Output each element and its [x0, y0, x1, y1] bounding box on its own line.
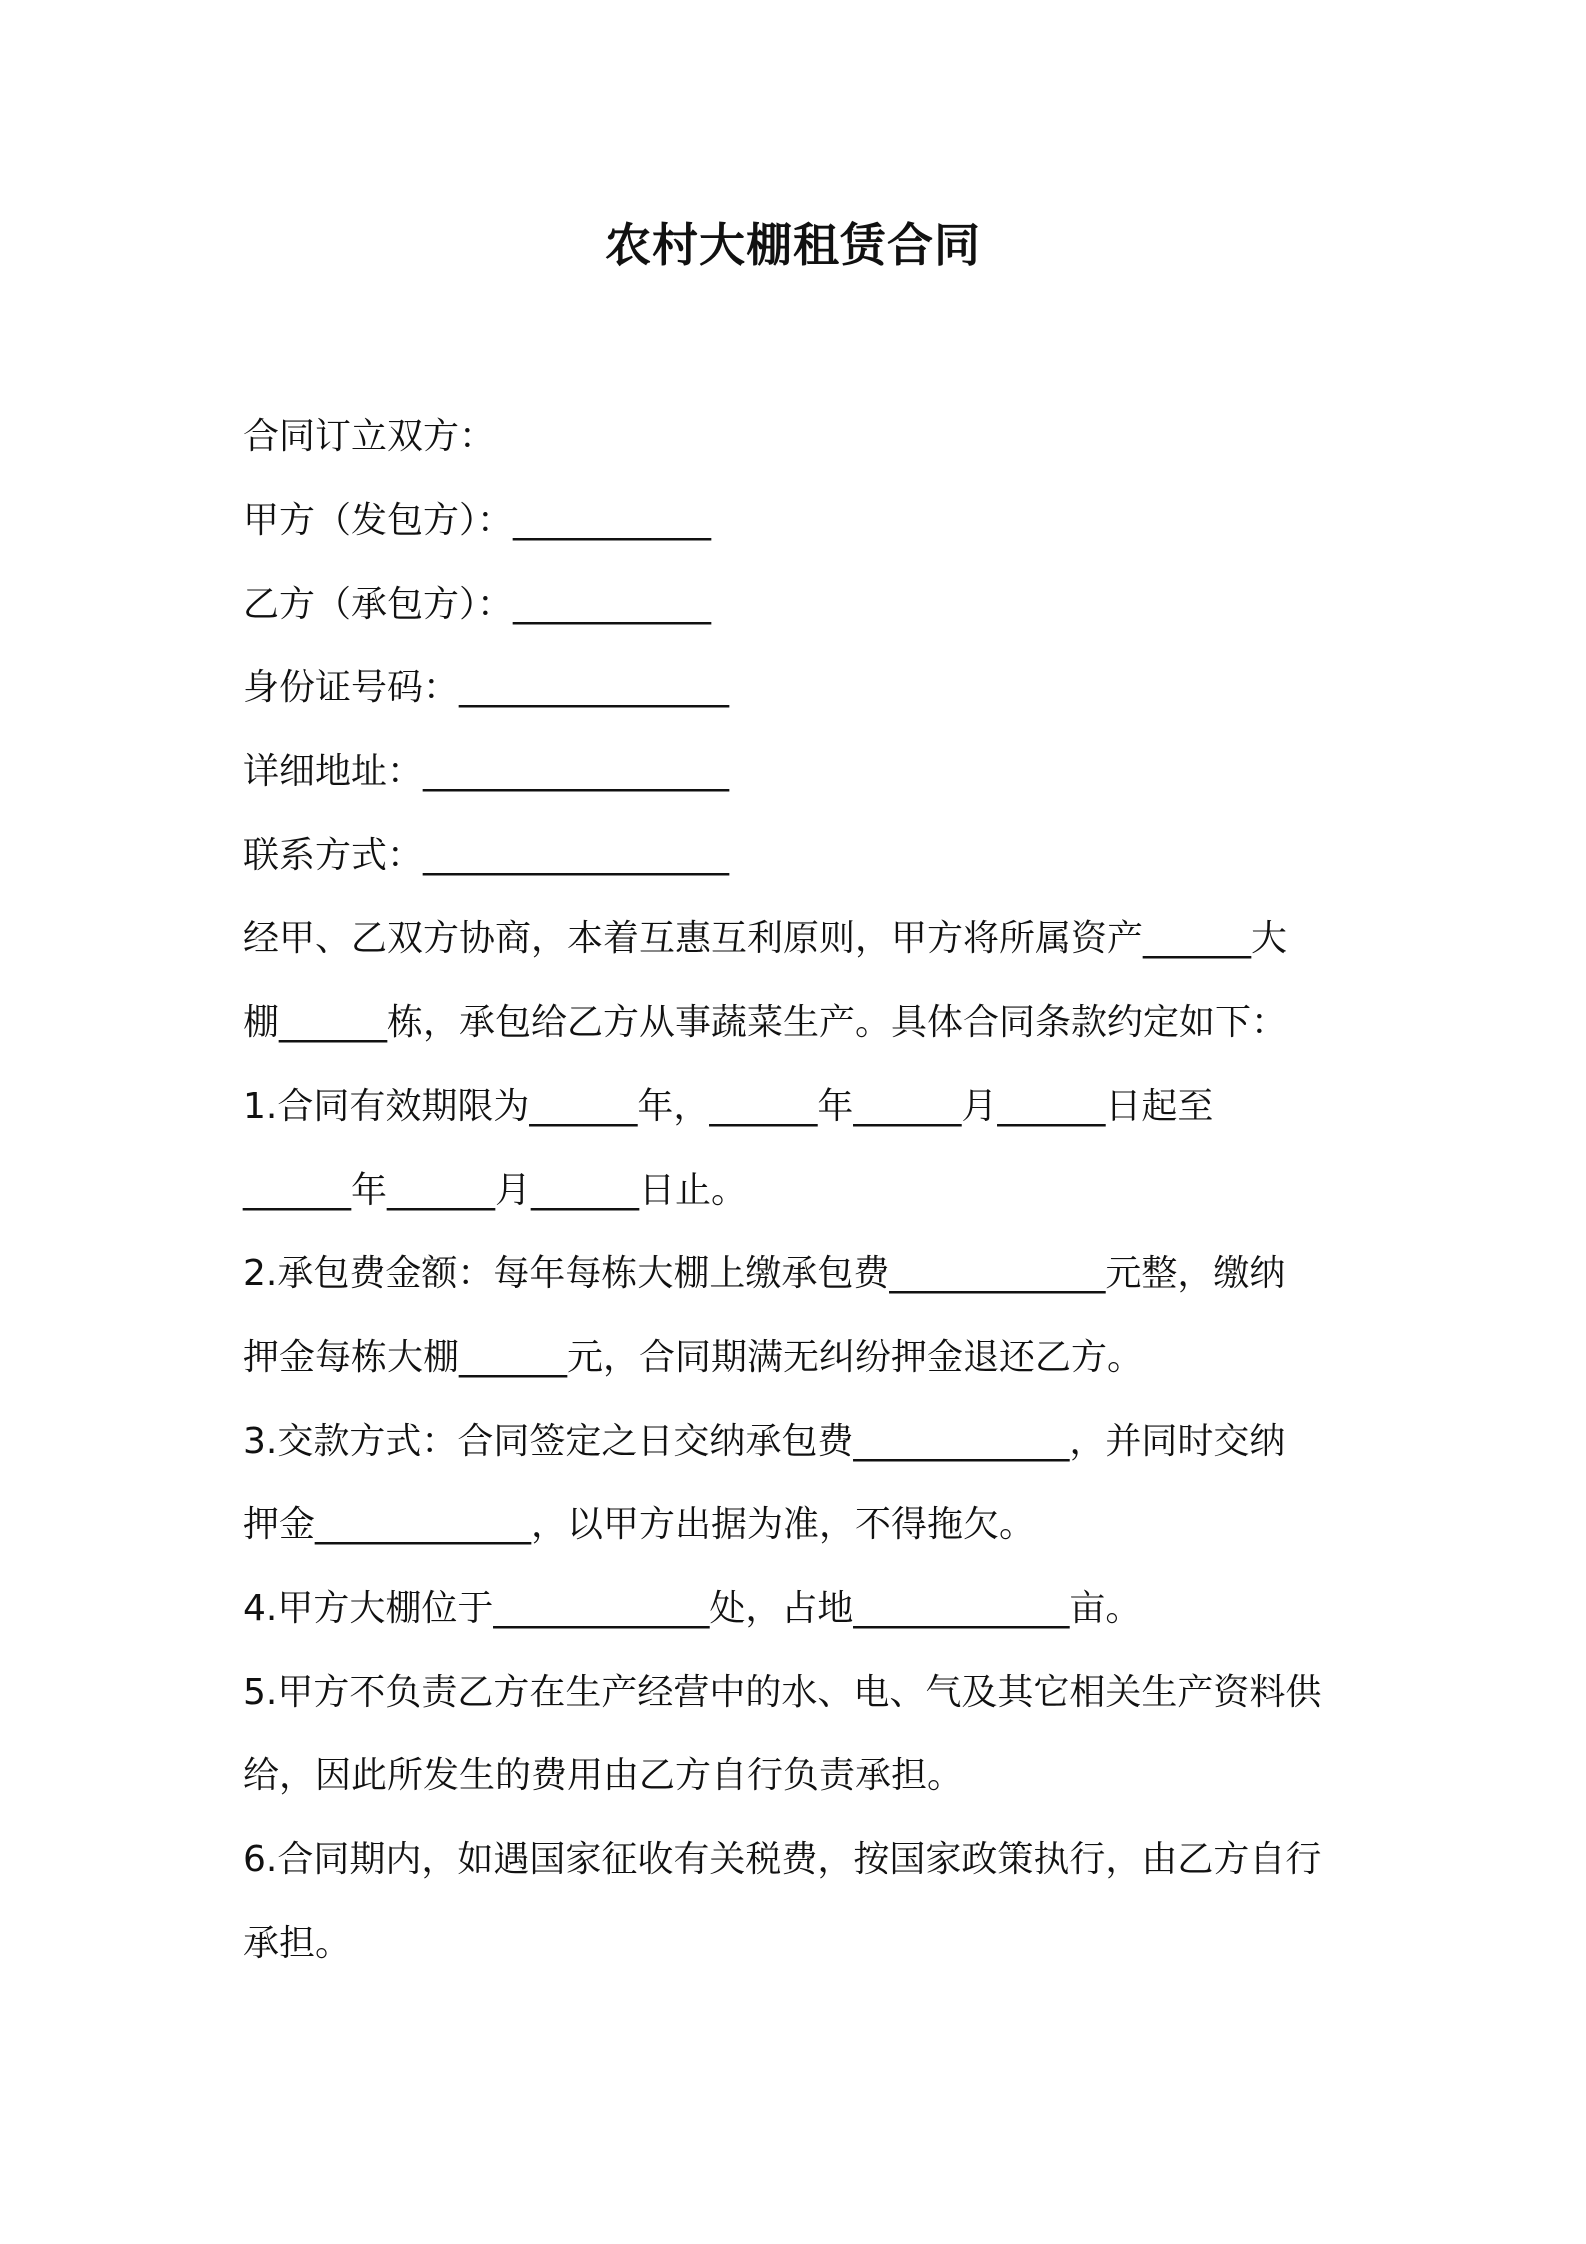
clause-6-line-1: 6.合同期内，如遇国家征收有关税费，按国家政策执行，由乙方自行	[243, 1839, 1322, 1880]
preamble-line-1: 经甲、乙双方协商，本着互惠互利原则，甲方将所属资产______大	[243, 918, 1288, 959]
parties-heading: 合同订立双方：	[243, 416, 496, 457]
clause-4-line-1: 4.甲方大棚位于____________处，占地____________亩。	[243, 1588, 1142, 1629]
clause-1-line-1: 1.合同有效期限为______年，______年______月______日起至	[243, 1086, 1214, 1127]
clause-6-line-2: 承担。	[243, 1923, 352, 1964]
preamble-line-2: 棚______栋，承包给乙方从事蔬菜生产。具体合同条款约定如下：	[243, 1002, 1288, 1043]
id-number-field: 身份证号码：_______________	[243, 667, 730, 708]
party-a-field: 甲方（发包方）：___________	[243, 500, 712, 541]
clause-5-line-1: 5.甲方不负责乙方在生产经营中的水、电、气及其它相关生产资料供	[243, 1672, 1322, 1713]
clause-3-line-1: 3.交款方式：合同签定之日交纳承包费____________，并同时交纳	[243, 1421, 1286, 1462]
clause-3-line-2: 押金____________，以甲方出据为准，不得拖欠。	[243, 1504, 1036, 1545]
contact-field: 联系方式：_________________	[243, 835, 730, 876]
clause-1-line-2: ______年______月______日止。	[243, 1170, 748, 1211]
party-b-field: 乙方（承包方）：___________	[243, 584, 712, 625]
clause-2-line-2: 押金每栋大棚______元，合同期满无纠纷押金退还乙方。	[243, 1337, 1144, 1378]
address-field: 详细地址：_________________	[243, 751, 730, 792]
clause-2-line-1: 2.承包费金额：每年每栋大棚上缴承包费____________元整，缴纳	[243, 1253, 1286, 1294]
document-title: 农村大棚租赁合同	[605, 218, 981, 272]
clause-5-line-2: 给，因此所发生的费用由乙方自行负责承担。	[243, 1755, 964, 1796]
